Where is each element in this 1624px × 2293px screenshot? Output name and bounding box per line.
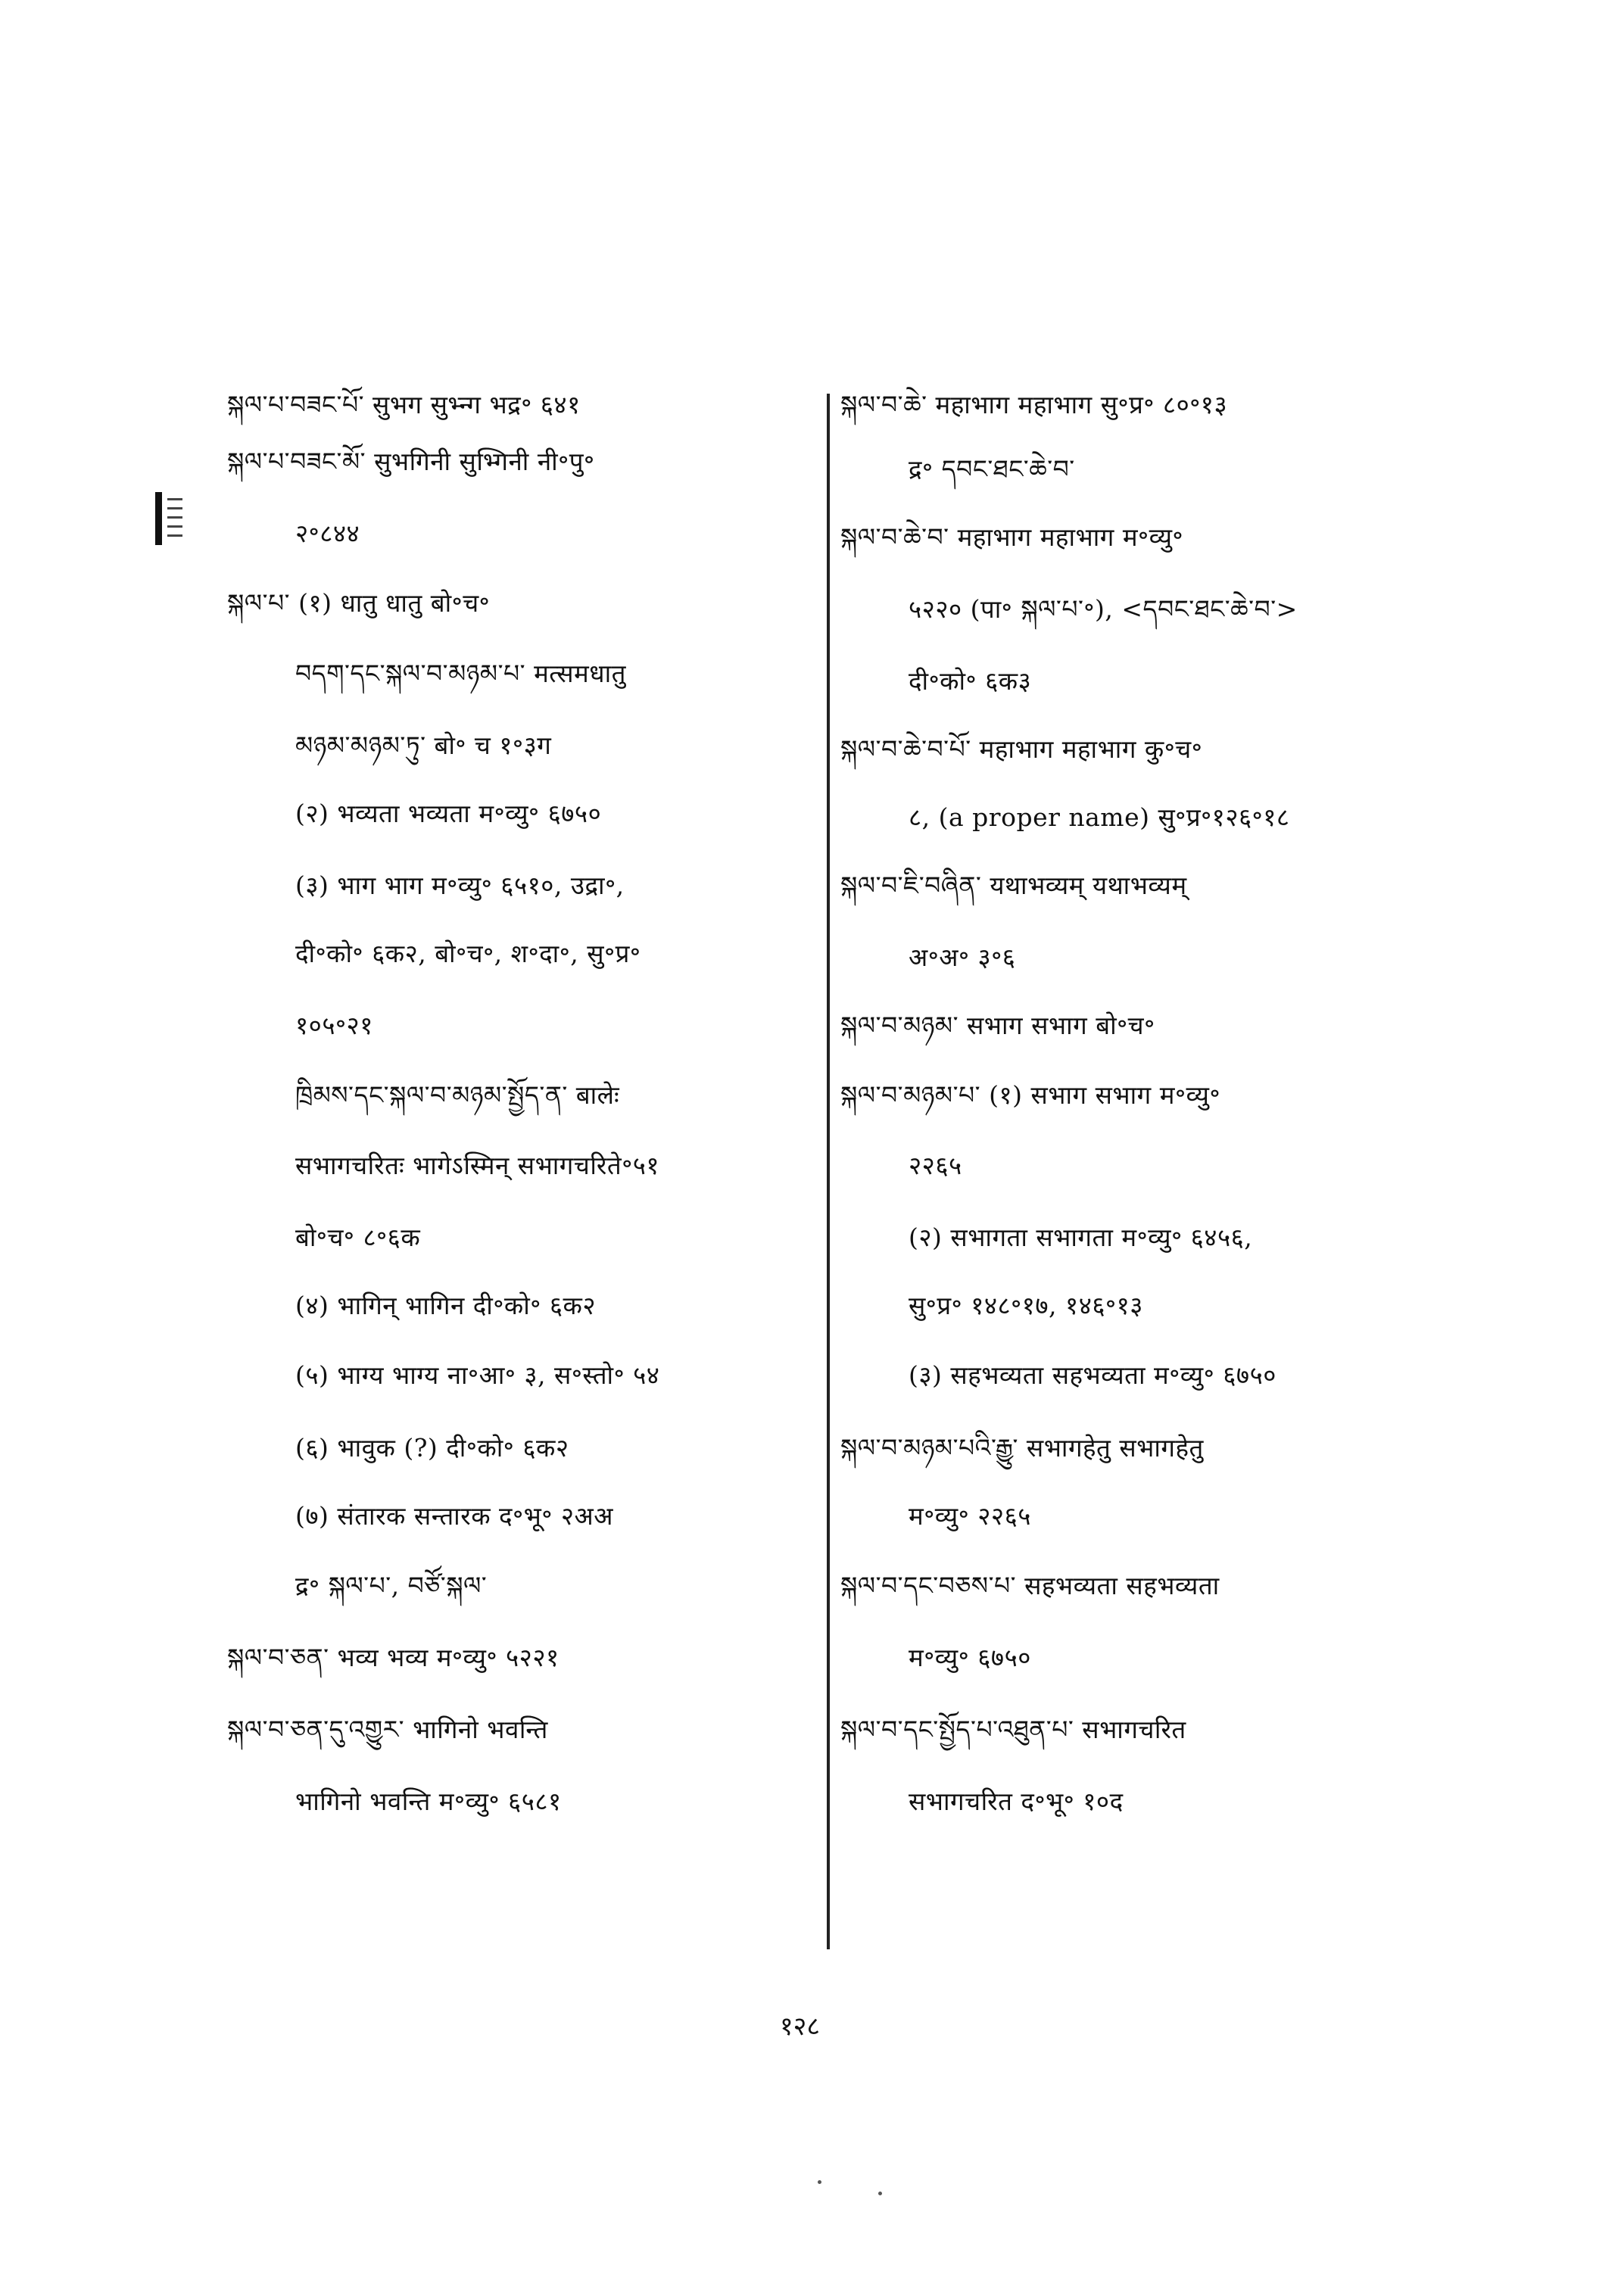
right-entry-line: སྐལ་བ་མཉམ་པའི་རྒྱུ་ सभागहेतु सभागहेतु: [840, 1433, 1204, 1463]
right-entry-line: (३) सहभव्यता सहभव्यता म॰व्यु॰ ६७५०: [909, 1360, 1276, 1390]
left-entry-line: २॰८४४: [295, 519, 360, 548]
left-entry-line: (५) भाग्य भाग्य ना॰आ॰ ३, स॰स्तो॰ ५४: [295, 1360, 660, 1390]
right-entry-line: སྐལ་བ་མཉམ་ सभाग सभाग बो॰च॰: [840, 1011, 1155, 1040]
left-entry-line: बो॰च॰ ८॰६क: [295, 1223, 421, 1252]
left-entry-line: (३) भाग भाग म॰व्यु॰ ६५१०, उद्रा॰,: [295, 871, 625, 900]
left-entry-line: भागिनो भवन्ति म॰व्यु॰ ६५८१: [295, 1787, 562, 1816]
left-entry-line: (२) भव्यता भव्यता म॰व्यु॰ ६७५०: [295, 799, 602, 828]
page-number: १२८: [780, 2011, 821, 2042]
right-entry-line: द्र॰ དབང་ཐང་ཆེ་བ་: [909, 454, 1075, 484]
left-entry-line: སྐལ་པ་བཟང་མོ་ सुभगिनी सुभ्गिनी नी॰पु॰: [227, 447, 595, 476]
left-entry-line: སྐལ་བ་ཅན་དུ་འགྱུར་ भागिनो भवन्ति: [227, 1715, 548, 1744]
left-entry-line: མཉམ་མཉམ་ཏུ་ बो॰ च १॰३ग: [295, 731, 552, 760]
speck: [818, 2180, 821, 2184]
left-entry-line: སྐལ་པ་བཟང་པོ་ सुभग सुभ्न्ग भद्र॰ ६४१: [227, 390, 581, 419]
right-entry-line: སྐལ་བ་ཆེ་བ་པོ་ महाभाग महाभाग कु॰च॰: [840, 734, 1203, 764]
right-entry-line: ५२२० (पा॰ སྐལ་པ་॰), <དབང་ཐང་ཆེ་བ་>: [909, 594, 1298, 624]
right-entry-line: ८, (a proper name) सु॰प्र॰१२६॰१८: [909, 802, 1290, 832]
left-entry-line: सभागचरितः भागेऽस्मिन् सभागचरिते॰५१: [295, 1151, 660, 1180]
right-entry-line: སྐལ་བ་དང་བཅས་པ་ सहभव्यता सहभव्यता: [840, 1571, 1220, 1600]
right-entry-line: (२) सभागता सभागता म॰व्यु॰ ६४५६,: [909, 1223, 1253, 1252]
left-entry-line: (७) संतारक सन्तारक द॰भू॰ २अअ: [295, 1501, 613, 1531]
left-entry-line: སྐལ་པ་ (१) धातु धातु बो॰च॰: [227, 588, 491, 618]
right-entry-line: २२६५: [909, 1151, 962, 1180]
right-entry-line: दी॰को॰ ६क३: [909, 666, 1032, 696]
column-divider: [827, 394, 830, 1949]
left-entry-line: द्र॰ སྐལ་པ་, བཙོ་སྐལ་: [295, 1571, 488, 1600]
margin-mark: [155, 492, 185, 545]
left-entry-line: १०५॰२१: [295, 1011, 373, 1040]
right-entry-line: सु॰प्र॰ १४८॰१७, १४६॰१३: [909, 1291, 1143, 1320]
left-entry-line: दी॰को॰ ६क२, बो॰च॰, श॰दा॰, सु॰प्र॰: [295, 939, 641, 968]
right-entry-line: སྐལ་བ་དང་སྤྱོད་པ་འཐུན་པ་ सभागचरित: [840, 1715, 1186, 1744]
right-entry-line: སྐལ་བ་མཉམ་པ་ (१) सभाग सभाग म॰व्यु॰: [840, 1080, 1220, 1110]
left-entry-line: སྐལ་བ་ཅན་ भव्य भव्य म॰व्यु॰ ५२२१: [227, 1643, 560, 1672]
right-entry-line: སྐལ་བ་ཇི་བཞིན་ यथाभव्यम् यथाभव्यम्: [840, 871, 1187, 900]
right-entry-line: म॰व्यु॰ ६७५०: [909, 1643, 1031, 1672]
left-entry-line: (६) भावुक (?) दी॰को॰ ६क२: [295, 1433, 569, 1463]
right-entry-line: म॰व्यु॰ २२६५: [909, 1501, 1031, 1531]
right-entry-line: སྐལ་བ་ཆེ་ महाभाग महाभाग सु॰प्र॰ ८०॰१३: [840, 390, 1228, 419]
left-entry-line: བདག་དང་སྐལ་བ་མཉམ་པ་ मत्समधातु: [295, 659, 626, 688]
speck: [878, 2192, 882, 2195]
right-entry-line: सभागचरित द॰भू॰ १०द: [909, 1787, 1124, 1816]
right-entry-line: अ॰अ॰ ३॰६: [909, 942, 1016, 972]
left-entry-line: ཁྲིམས་དང་སྐལ་བ་མཉམ་སྤྱོད་ན་ बालेः: [295, 1080, 620, 1110]
right-entry-line: སྐལ་བ་ཆེ་བ་ महाभाग महाभाग म॰व्यु॰: [840, 522, 1184, 552]
left-entry-line: (४) भागिन् भागिन दी॰को॰ ६क२: [295, 1291, 596, 1320]
